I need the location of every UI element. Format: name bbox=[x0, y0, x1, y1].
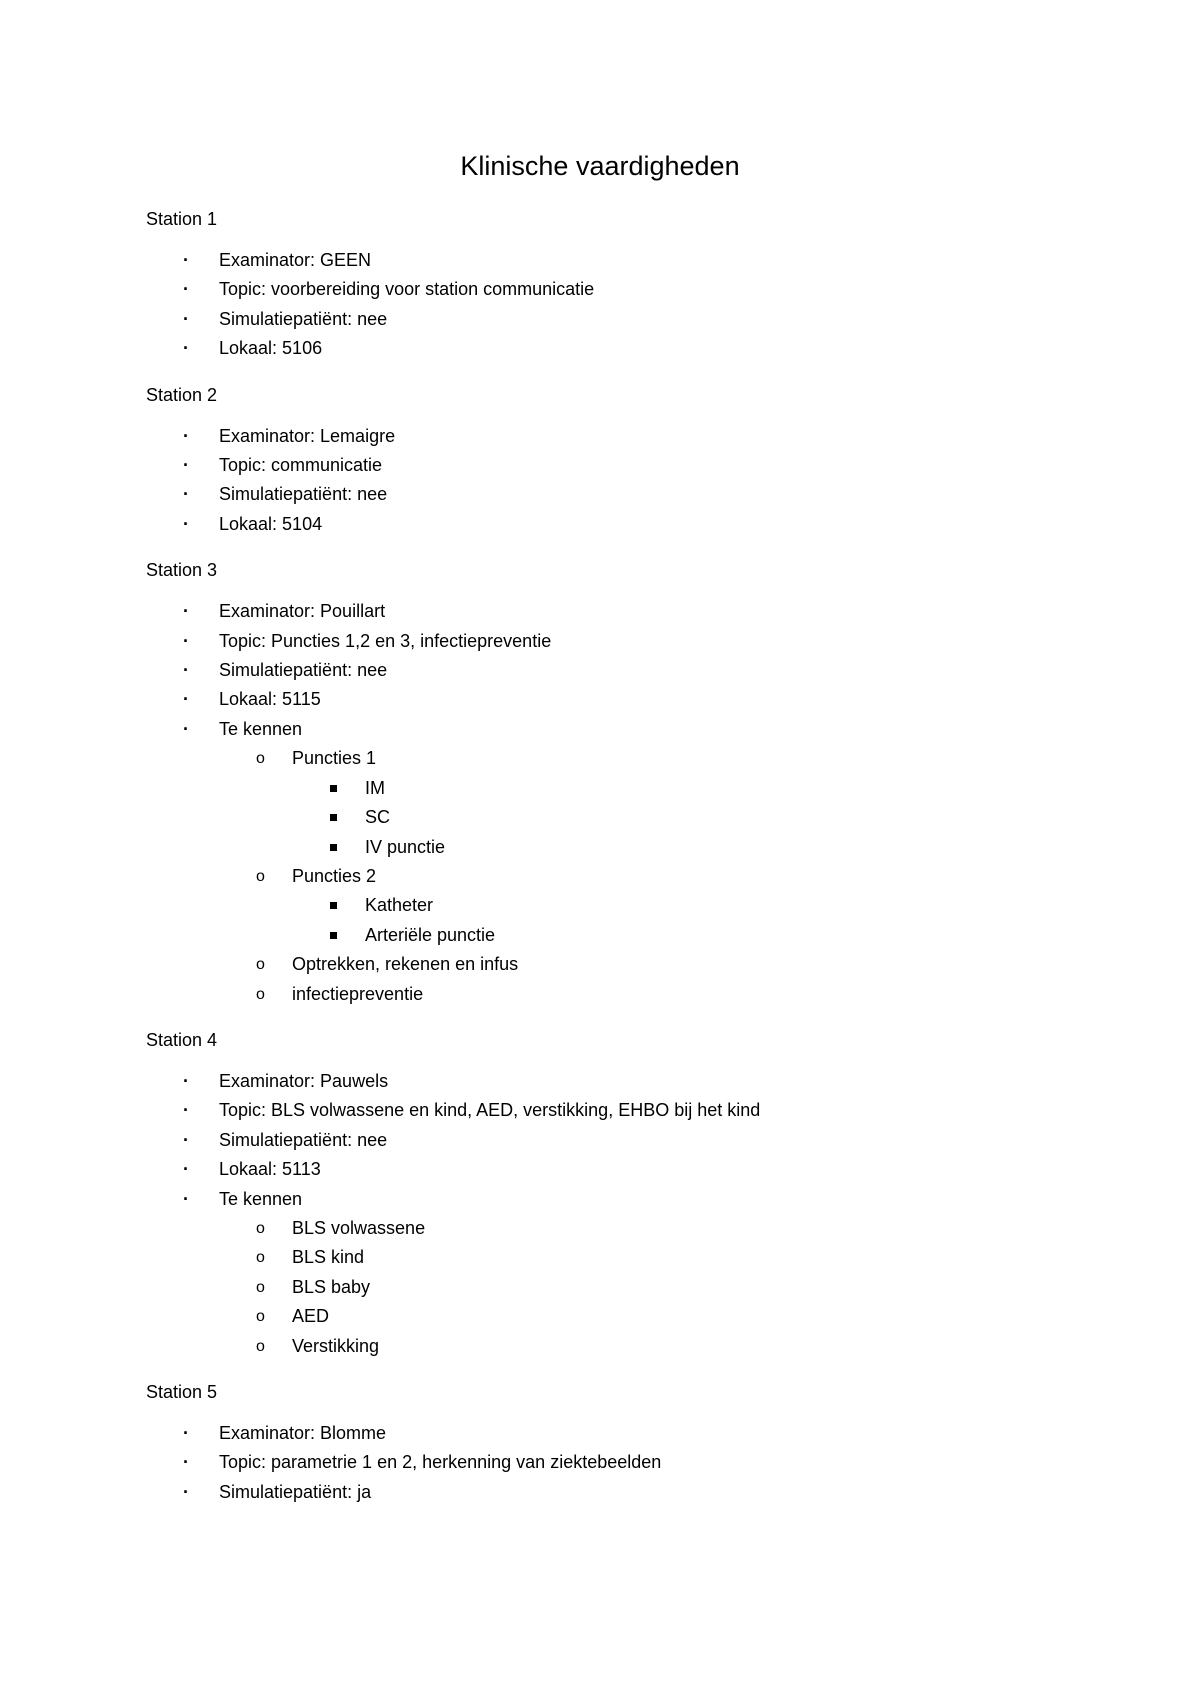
square-bullet-icon bbox=[330, 814, 337, 821]
list-item bbox=[146, 597, 1080, 626]
list-item-text: Topic: parametrie 1 en 2, herkenning van ziektebeelden bbox=[219, 1452, 662, 1473]
bullet-icon: o bbox=[256, 750, 265, 768]
list-item bbox=[219, 862, 1080, 950]
list-item bbox=[292, 833, 1080, 862]
list-item-text: Katheter bbox=[365, 895, 434, 916]
bullet-icon: · bbox=[183, 660, 189, 681]
list-item bbox=[146, 1096, 1080, 1125]
bullet-icon: · bbox=[183, 1481, 189, 1502]
list-item-text: Te kennen bbox=[219, 1188, 303, 1209]
list-item-text: Verstikking bbox=[292, 1335, 380, 1356]
list-item bbox=[219, 1332, 1080, 1361]
list-item-text: SC bbox=[365, 807, 391, 828]
list-item bbox=[219, 950, 1080, 979]
document-title: Klinische vaardigheden bbox=[460, 151, 740, 181]
bullet-icon: o bbox=[256, 1249, 265, 1267]
bullet-list-level-3 bbox=[292, 891, 1080, 950]
bullet-icon: · bbox=[183, 484, 189, 505]
bullet-icon: · bbox=[183, 308, 189, 329]
bullet-list-level-1 bbox=[146, 422, 1080, 540]
list-item bbox=[146, 1126, 1080, 1155]
list-item bbox=[146, 685, 1080, 714]
bullet-icon: · bbox=[183, 689, 189, 710]
list-item-text: infectiepreventie bbox=[292, 983, 424, 1004]
list-item bbox=[146, 451, 1080, 480]
list-item bbox=[146, 275, 1080, 304]
list-item-text: Simulatiepatiënt: nee bbox=[219, 660, 388, 681]
list-item-text: Topic: communicatie bbox=[219, 455, 383, 476]
square-bullet-icon bbox=[330, 844, 337, 851]
list-item-text: Topic: BLS volwassene en kind, AED, verstikking, EHBO bij het kind bbox=[219, 1100, 761, 1121]
bullet-icon: · bbox=[183, 1100, 189, 1121]
list-item bbox=[219, 1273, 1080, 1302]
bullet-icon: · bbox=[183, 455, 189, 476]
list-item bbox=[146, 1448, 1080, 1477]
list-item bbox=[146, 480, 1080, 509]
list-item bbox=[219, 980, 1080, 1009]
list-item bbox=[292, 803, 1080, 832]
list-item-text: Simulatiepatiënt: ja bbox=[219, 1481, 372, 1502]
list-item bbox=[219, 744, 1080, 862]
square-bullet-icon bbox=[330, 785, 337, 792]
list-item-text: Examinator: Blomme bbox=[219, 1423, 387, 1443]
bullet-list-level-3 bbox=[292, 774, 1080, 862]
list-item bbox=[219, 1214, 1080, 1243]
bullet-icon: · bbox=[183, 1188, 189, 1209]
bullet-icon: o bbox=[256, 1308, 265, 1326]
list-item bbox=[146, 627, 1080, 656]
list-item-text: Lokaal: 5115 bbox=[219, 689, 321, 710]
list-item bbox=[292, 774, 1080, 803]
station-heading: Station 3 bbox=[146, 560, 218, 581]
list-item-text: Puncties 2 bbox=[292, 865, 377, 886]
list-item-text: BLS volwassene bbox=[292, 1217, 426, 1238]
list-item bbox=[292, 921, 1080, 950]
document-body bbox=[146, 204, 1080, 1523]
list-item-text: Lokaal: 5104 bbox=[219, 513, 323, 534]
list-item bbox=[292, 891, 1080, 920]
list-item-text: AED bbox=[292, 1306, 330, 1327]
station-section bbox=[146, 555, 1080, 1009]
list-item-text: Lokaal: 5113 bbox=[219, 1159, 321, 1180]
list-item-text: IV punctie bbox=[365, 836, 446, 857]
list-item-text: Topic: voorbereiding voor station communicatie bbox=[219, 279, 595, 300]
list-item bbox=[219, 1243, 1080, 1272]
bullet-icon: · bbox=[183, 1129, 189, 1150]
bullet-icon: · bbox=[183, 1070, 189, 1091]
list-item-text: Simulatiepatiënt: nee bbox=[219, 484, 388, 505]
station-heading: Station 4 bbox=[146, 1029, 218, 1050]
list-item-text: Examinator: Lemaigre bbox=[219, 425, 396, 446]
bullet-icon: o bbox=[256, 867, 265, 885]
bullet-icon: · bbox=[183, 279, 189, 300]
bullet-icon: o bbox=[256, 1219, 265, 1237]
list-item bbox=[146, 715, 1080, 1009]
list-item bbox=[146, 305, 1080, 334]
bullet-list-level-2 bbox=[219, 1214, 1080, 1361]
bullet-icon: · bbox=[183, 601, 189, 622]
station-heading: Station 5 bbox=[146, 1382, 218, 1402]
station-section bbox=[146, 1377, 1080, 1507]
list-item bbox=[146, 1478, 1080, 1507]
bullet-list-level-1 bbox=[146, 246, 1080, 364]
station-section bbox=[146, 1025, 1080, 1361]
list-item-text: Examinator: GEEN bbox=[219, 250, 372, 270]
station-heading: Station 2 bbox=[146, 384, 218, 405]
list-item bbox=[146, 334, 1080, 363]
station-heading: Station 1 bbox=[146, 209, 218, 229]
list-item-text: Simulatiepatiënt: nee bbox=[219, 1129, 388, 1150]
bullet-icon: · bbox=[183, 1452, 189, 1473]
bullet-icon: · bbox=[183, 630, 189, 651]
bullet-list-level-1 bbox=[146, 1067, 1080, 1361]
bullet-icon: · bbox=[183, 338, 189, 359]
list-item-text: Arteriële punctie bbox=[365, 924, 496, 945]
list-item bbox=[146, 510, 1080, 539]
list-item bbox=[146, 1067, 1080, 1096]
bullet-icon: · bbox=[183, 425, 189, 446]
bullet-list-level-1 bbox=[146, 1419, 1080, 1507]
bullet-icon: o bbox=[256, 1337, 265, 1355]
list-item-text: Examinator: Pauwels bbox=[219, 1070, 389, 1091]
bullet-icon: · bbox=[183, 718, 189, 739]
list-item-text: BLS kind bbox=[292, 1247, 365, 1268]
bullet-list-level-1 bbox=[146, 597, 1080, 1009]
list-item bbox=[146, 1185, 1080, 1361]
list-item-text: Lokaal: 5106 bbox=[219, 338, 323, 359]
bullet-icon: · bbox=[183, 250, 189, 270]
square-bullet-icon bbox=[330, 902, 337, 909]
square-bullet-icon bbox=[330, 932, 337, 939]
list-item-text: IM bbox=[365, 777, 385, 798]
bullet-icon: · bbox=[183, 513, 189, 534]
bullet-icon: · bbox=[183, 1159, 189, 1180]
bullet-list-level-2 bbox=[219, 744, 1080, 1009]
bullet-icon: o bbox=[256, 956, 265, 974]
list-item-text: BLS baby bbox=[292, 1276, 371, 1297]
station-section bbox=[146, 204, 1080, 364]
list-item bbox=[146, 422, 1080, 451]
list-item-text: Simulatiepatiënt: nee bbox=[219, 308, 388, 329]
list-item bbox=[146, 1155, 1080, 1184]
list-item bbox=[146, 1419, 1080, 1448]
bullet-icon: · bbox=[183, 1423, 189, 1443]
bullet-icon: o bbox=[256, 1278, 265, 1296]
list-item bbox=[146, 246, 1080, 275]
station-section bbox=[146, 380, 1080, 540]
list-item-text: Puncties 1 bbox=[292, 748, 377, 769]
list-item-text: Examinator: Pouillart bbox=[219, 601, 386, 622]
list-item-text: Topic: Puncties 1,2 en 3, infectiepreventie bbox=[219, 630, 552, 651]
list-item bbox=[146, 656, 1080, 685]
bullet-icon: o bbox=[256, 985, 265, 1003]
list-item-text: Optrekken, rekenen en infus bbox=[292, 954, 519, 975]
list-item bbox=[219, 1302, 1080, 1331]
list-item-text: Te kennen bbox=[219, 718, 303, 739]
